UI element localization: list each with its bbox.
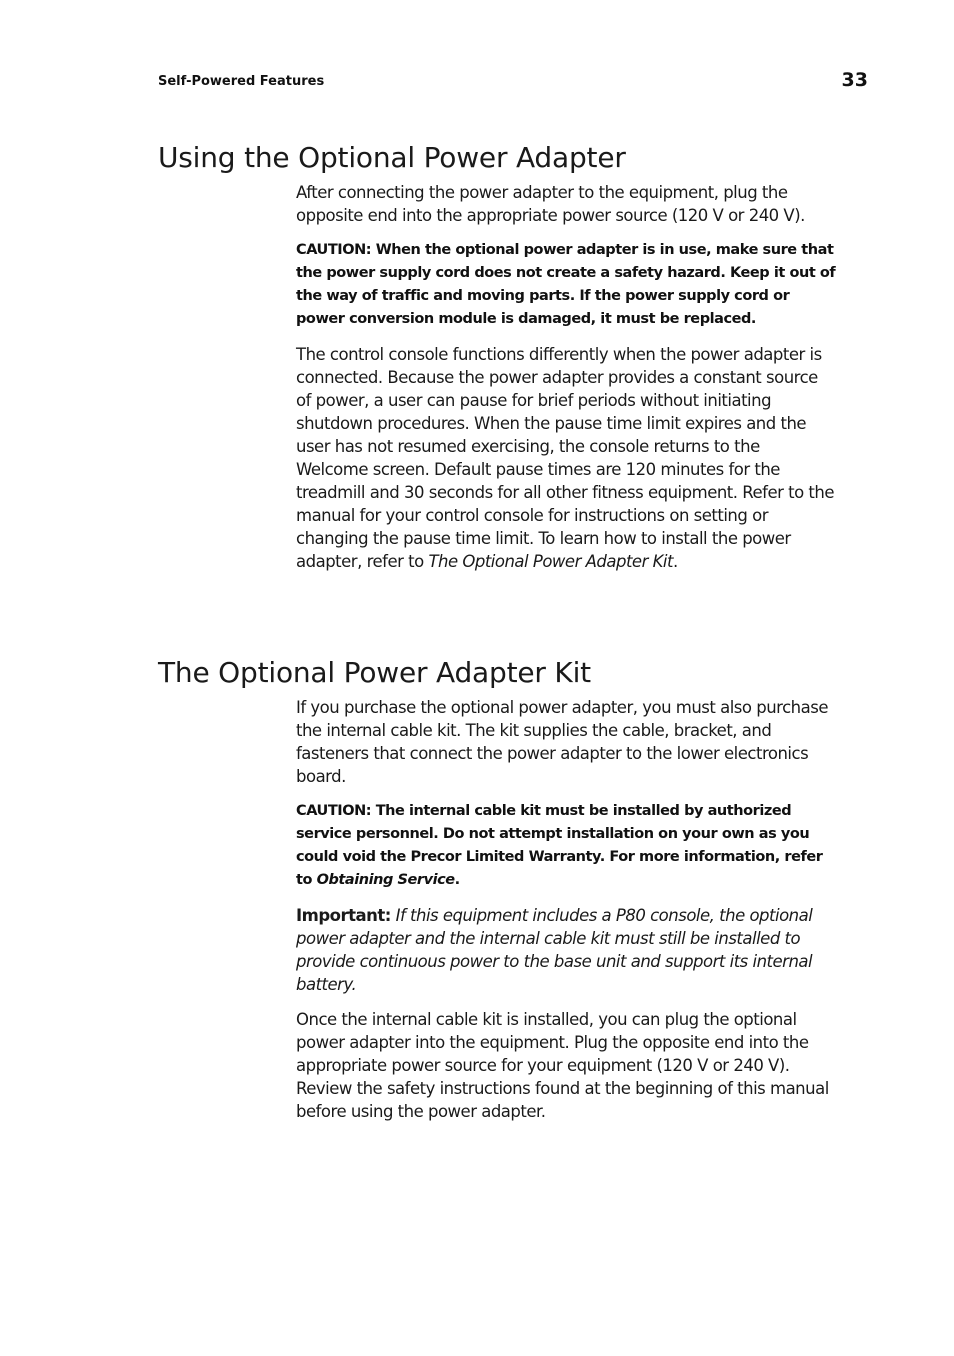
paragraph-console-pause-end: . bbox=[672, 552, 678, 571]
important-note-p80 bbox=[296, 904, 836, 996]
caution-authorized-service-text: CAUTION: The internal cable kit must be installed by authorized service personnel. Do not attempt installation on your own as you could void the Precor Limited Warranty. For more information, refer to bbox=[296, 803, 823, 888]
paragraph-console-pause bbox=[296, 343, 836, 573]
important-text: If this equipment includes a P80 console, the optional power adapter and the internal cable kit must still be installed to provide continuous power to the base unit and support its internal battery. bbox=[296, 906, 813, 994]
caution-authorized-service bbox=[296, 800, 836, 892]
section-body-power-adapter-kit bbox=[296, 696, 836, 1123]
paragraph-plug-adapter: Once the internal cable kit is installed, you can plug the optional power adapter into the equipment. Plug the opposite end into the appropriate power source for your equipment (120 V or 240 V). Review the safety instructions found at the beginning of this manual before using the power adapter. bbox=[296, 1010, 829, 1121]
section-body-using-power-adapter bbox=[296, 181, 836, 573]
important-label: Important: bbox=[296, 906, 391, 925]
caution-authorized-service-end: . bbox=[454, 872, 460, 888]
caution-power-cord: CAUTION: When the optional power adapter is in use, make sure that the power supply cord does not create a safety hazard. Keep it out of the way of traffic and moving parts. If the power supply cord or power conversion module is damaged, it must be replaced. bbox=[296, 242, 836, 327]
cross-reference-obtaining-service: Obtaining Service bbox=[316, 872, 455, 888]
section-heading-power-adapter-kit: The Optional Power Adapter Kit bbox=[158, 656, 591, 689]
cross-reference-power-adapter-kit: The Optional Power Adapter Kit bbox=[428, 552, 673, 571]
section-heading-using-power-adapter: Using the Optional Power Adapter bbox=[158, 141, 626, 174]
paragraph-connect-adapter: After connecting the power adapter to the equipment, plug the opposite end into the appropriate power source (120 V or 240 V). bbox=[296, 183, 805, 225]
running-head: Self-Powered Features bbox=[158, 74, 325, 89]
paragraph-cable-kit: If you purchase the optional power adapter, you must also purchase the internal cable kit. The kit supplies the cable, bracket, and fasteners that connect the power adapter to the lower electronics board. bbox=[296, 698, 828, 786]
paragraph-console-pause-text: The control console functions differently when the power adapter is connected. Because the power adapter provides a constant source of power, a user can pause for brief periods without initiating shutdown procedures. When the pause time limit expires and the user has not resumed exercising, the console returns to the Welcome screen. Default pause times are 120 minutes for the treadmill and 30 seconds for all other fitness equipment. Refer to the manual for your control console for instructions on setting or changing the pause time limit. To learn how to install the power adapter, refer to bbox=[296, 345, 835, 571]
page-number: 33 bbox=[841, 69, 868, 91]
